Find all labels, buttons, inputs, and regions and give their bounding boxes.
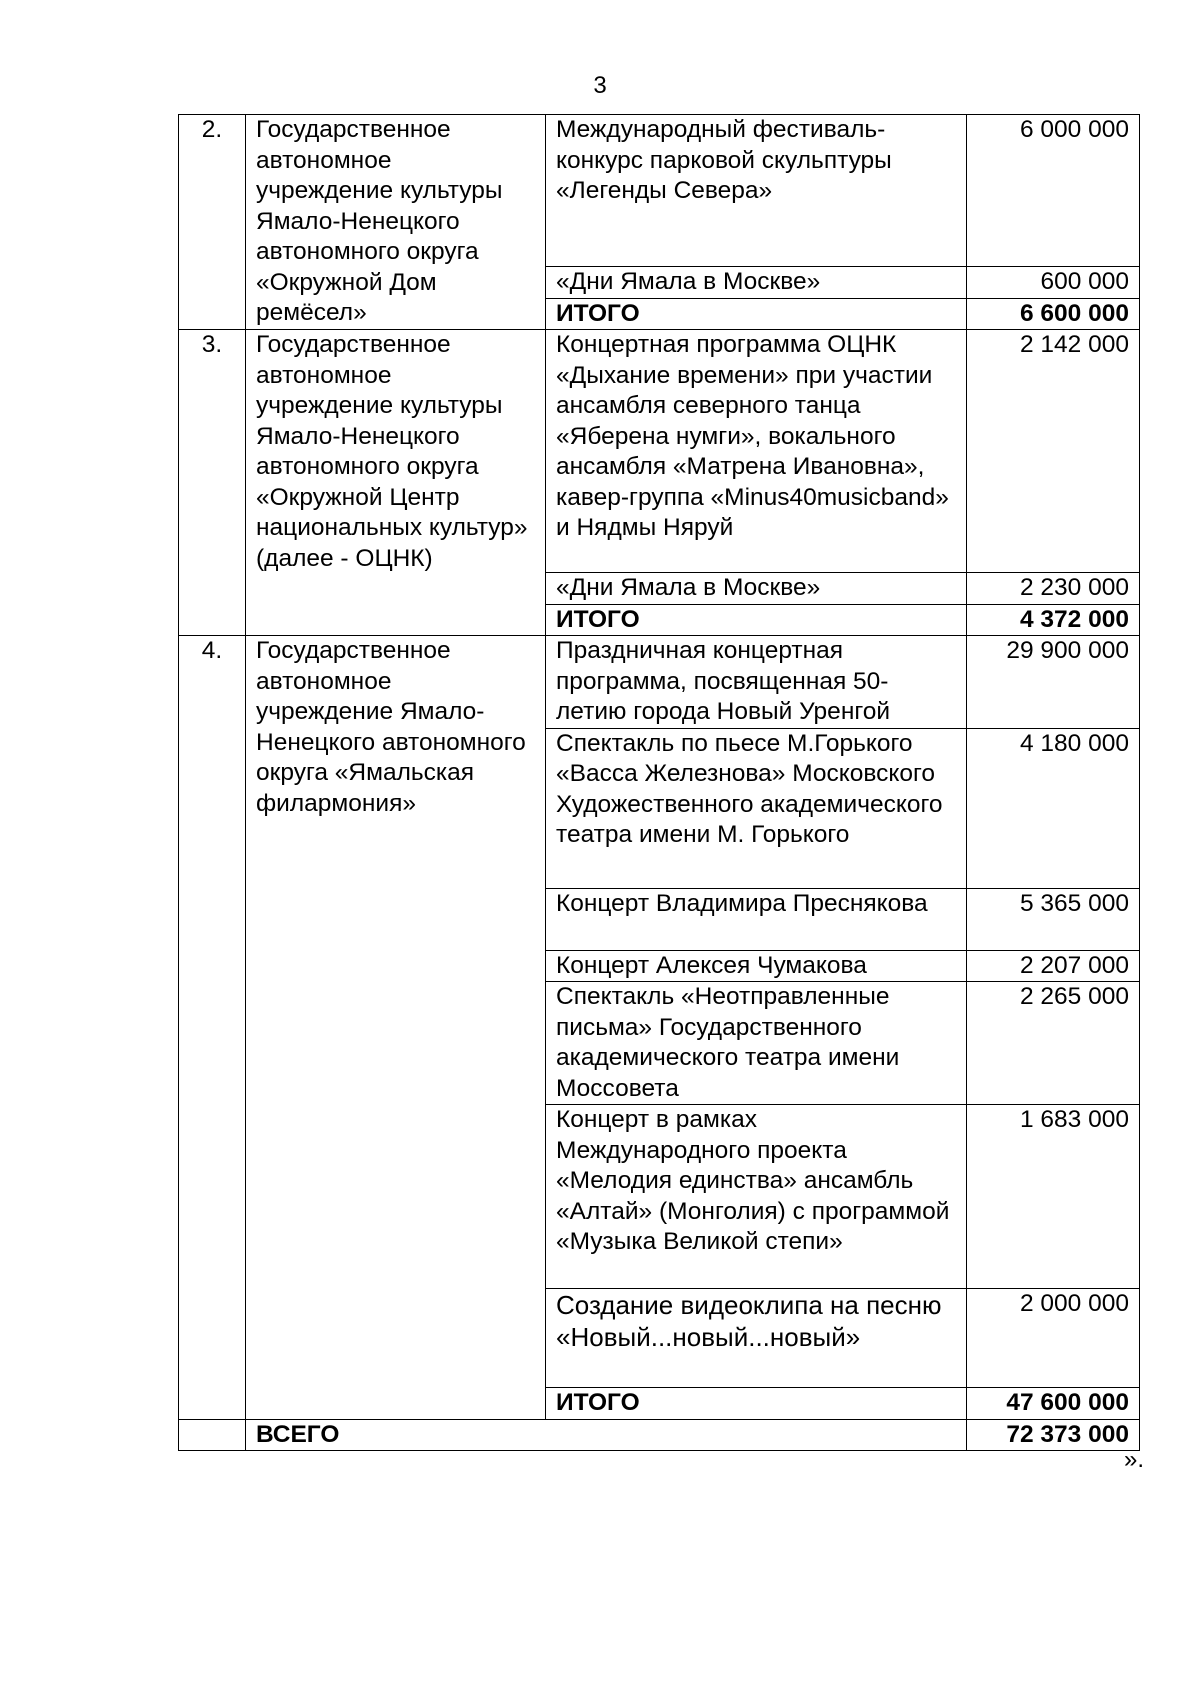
grand-total-amount: 72 373 000: [967, 1419, 1140, 1451]
event-amount: 2 207 000: [967, 950, 1140, 982]
empty-cell: [179, 1419, 246, 1451]
total-amount: 6 600 000: [967, 298, 1140, 330]
event-amount: 2 142 000: [967, 330, 1140, 573]
total-amount: 4 372 000: [967, 604, 1140, 636]
total-amount: 47 600 000: [967, 1388, 1140, 1420]
organization-name: Государственное автономное учреждение Ямало-Ненецкого автономного округа «Ямальская филармония»: [246, 636, 546, 1420]
event-amount: 29 900 000: [967, 636, 1140, 729]
event-name: Спектакль по пьесе М.Горького «Васса Железнова» Московского Художественного академического театра имени М. Горького: [546, 728, 967, 888]
total-label: ИТОГО: [546, 1388, 967, 1420]
event-name: Концерт в рамках Международного проекта «Мелодия единства» ансамбль «Алтай» (Монголия) с программой «Музыка Великой степи»: [546, 1105, 967, 1289]
funding-table: [178, 114, 1140, 1451]
event-amount: 1 683 000: [967, 1105, 1140, 1289]
event-name: Праздничная концертная программа, посвященная 50-летию города Новый Уренгой: [546, 636, 967, 729]
event-name: Создание видеоклипа на песню «Новый...новый...новый»: [546, 1289, 967, 1388]
event-amount: 2 000 000: [967, 1289, 1140, 1388]
event-amount: 4 180 000: [967, 728, 1140, 888]
closing-quote: ».: [1124, 1446, 1145, 1473]
event-amount: 600 000: [967, 267, 1140, 299]
grand-total-row: [179, 1419, 1140, 1451]
table-row: [179, 636, 1140, 729]
table-row: [179, 115, 1140, 267]
event-name: Международный фестиваль-конкурс парковой скульптуры «Легенды Севера»: [546, 115, 967, 267]
row-number: 2.: [179, 115, 246, 330]
event-amount: 5 365 000: [967, 888, 1140, 950]
organization-name: Государственное автономное учреждение культуры Ямало-Ненецкого автономного округа «Окружной Дом ремёсел»: [246, 115, 546, 330]
total-label: ИТОГО: [546, 298, 967, 330]
table-row: [179, 330, 1140, 573]
event-name: «Дни Ямала в Москве»: [546, 573, 967, 605]
page-number: 3: [593, 72, 607, 99]
event-name: Спектакль «Неотправленные письма» Государственного академического театра имени Моссовета: [546, 982, 967, 1105]
organization-name: Государственное автономное учреждение культуры Ямало-Ненецкого автономного округа «Окружной Центр национальных культур» (далее - ОЦНК): [246, 330, 546, 636]
event-name: Концерт Алексея Чумакова: [546, 950, 967, 982]
event-amount: 6 000 000: [967, 115, 1140, 267]
event-name: Концерт Владимира Преснякова: [546, 888, 967, 950]
grand-total-label: ВСЕГО: [246, 1419, 967, 1451]
event-amount: 2 230 000: [967, 573, 1140, 605]
row-number: 4.: [179, 636, 246, 1420]
event-name: Концертная программа ОЦНК «Дыхание времени» при участии ансамбля северного танца «Яберена нумги», вокального ансамбля «Матрена Ивановна», кавер-группа «Minus40musicband» и Нядмы Няруй: [546, 330, 967, 573]
event-name: «Дни Ямала в Москве»: [546, 267, 967, 299]
total-label: ИТОГО: [546, 604, 967, 636]
event-amount: 2 265 000: [967, 982, 1140, 1105]
row-number: 3.: [179, 330, 246, 636]
